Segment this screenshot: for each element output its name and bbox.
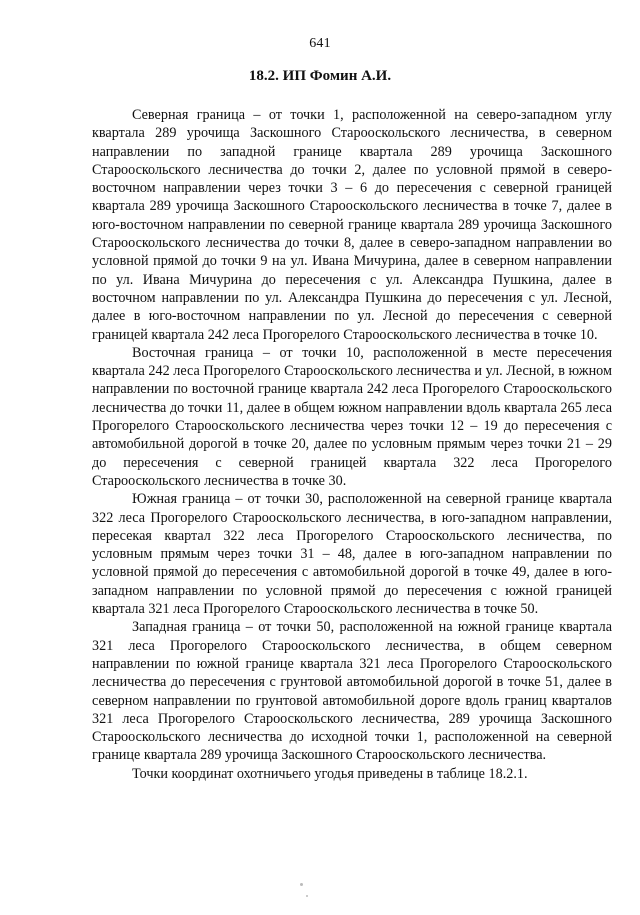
section-title: 18.2. ИП Фомин А.И. [248,68,392,84]
scan-speck [300,883,303,886]
paragraph-west-boundary: Западная граница – от точки 50, расположенной на южной границе квартала 321 леса Прогорелого Старооскольского лесничества, в общем северном направлении по южной границе квартала 321 леса Прогорелого Старооскольского лесничества до пересечения с грунтовой автомобильной дорогой в точке 51, далее в северном направлении по грунтовой автомобильной дороге вдоль границ кварталов 321 леса Прогорелого Старооскольского лесничества, 289 урочища Заскошного Старооскольского лесничества до исходной точки 1, расположенной на северной границе квартала 289 урочища Заскошного Старооскольского лесничества. [92,619,612,764]
document-body [92,106,612,783]
paragraph-coordinates-note: Точки координат охотничьего угодья приведены в таблице 18.2.1. [132,765,528,782]
paragraph-south-boundary: Южная граница – от точки 30, расположенной на северной границе квартала 322 леса Прогорелого Старооскольского лесничества, в юго-западном направлении, пересекая квартал 322 леса Прогорелого Старооскольского лесничества, по условным прямым через точки 31 – 48, далее в юго-западном направлении по условной прямой до пересечения с автомобильной дорогой в точке 49, далее в юго-западном направлении по условной прямой до пересечения с южной границей квартала 321 леса Прогорелого Старооскольского лесничества в точке 50. [92,491,612,618]
paragraph-north-boundary: Северная граница – от точки 1, расположенной на северо-западном углу квартала 289 урочища Заскошного Старооскольского лесничества, в северном направлении по западной границе квартала 289 урочища Заскошного Старооскольского лесничества до точки 2, далее по условной прямой в северо-восточном направлении через точки 3 – 6 до пересечения с северной границей квартала 289 урочища Заскошного Старооскольского лесничества в точке 7, далее в юго-восточном направлении по северной границе квартала 289 урочища Заскошного Старооскольского лесничества до точки 8, далее в северо-западном направлении во условной прямой до точки 9 на ул. Ивана Мичурина, далее в северном направлении по ул. Ивана Мичурина до пересечения с ул. Александра Пушкина, далее в восточном направлении по ул. Александра Пушкина до пересечения с ул. Лесной, далее в юго-восточном направлении по ул. Лесной до пересечения с северной границей квартала 242 леса Прогорелого Старооскольского лесничества в точке 10. [92,107,612,343]
page-number: 641 [309,36,331,51]
paragraph-east-boundary: Восточная граница – от точки 10, расположенной в месте пересечения квартала 242 леса Прогорелого Старооскольского лесничества и ул. Лесной, в южном направлении по восточной границе квартала 242 леса Прогорелого Старооскольского лесничества до точки 11, далее в общем южном направлении вдоль квартала 265 леса Прогорелого Старооскольского лесничества через точки 12 – 19 до пересечения с автомобильной дорогой в точке 20, далее по условным прямым через точки 21 – 29 до пересечения с северной границей квартала 322 леса Прогорелого Старооскольского лесничества в точке 30. [92,344,612,489]
scan-speck [306,895,308,897]
